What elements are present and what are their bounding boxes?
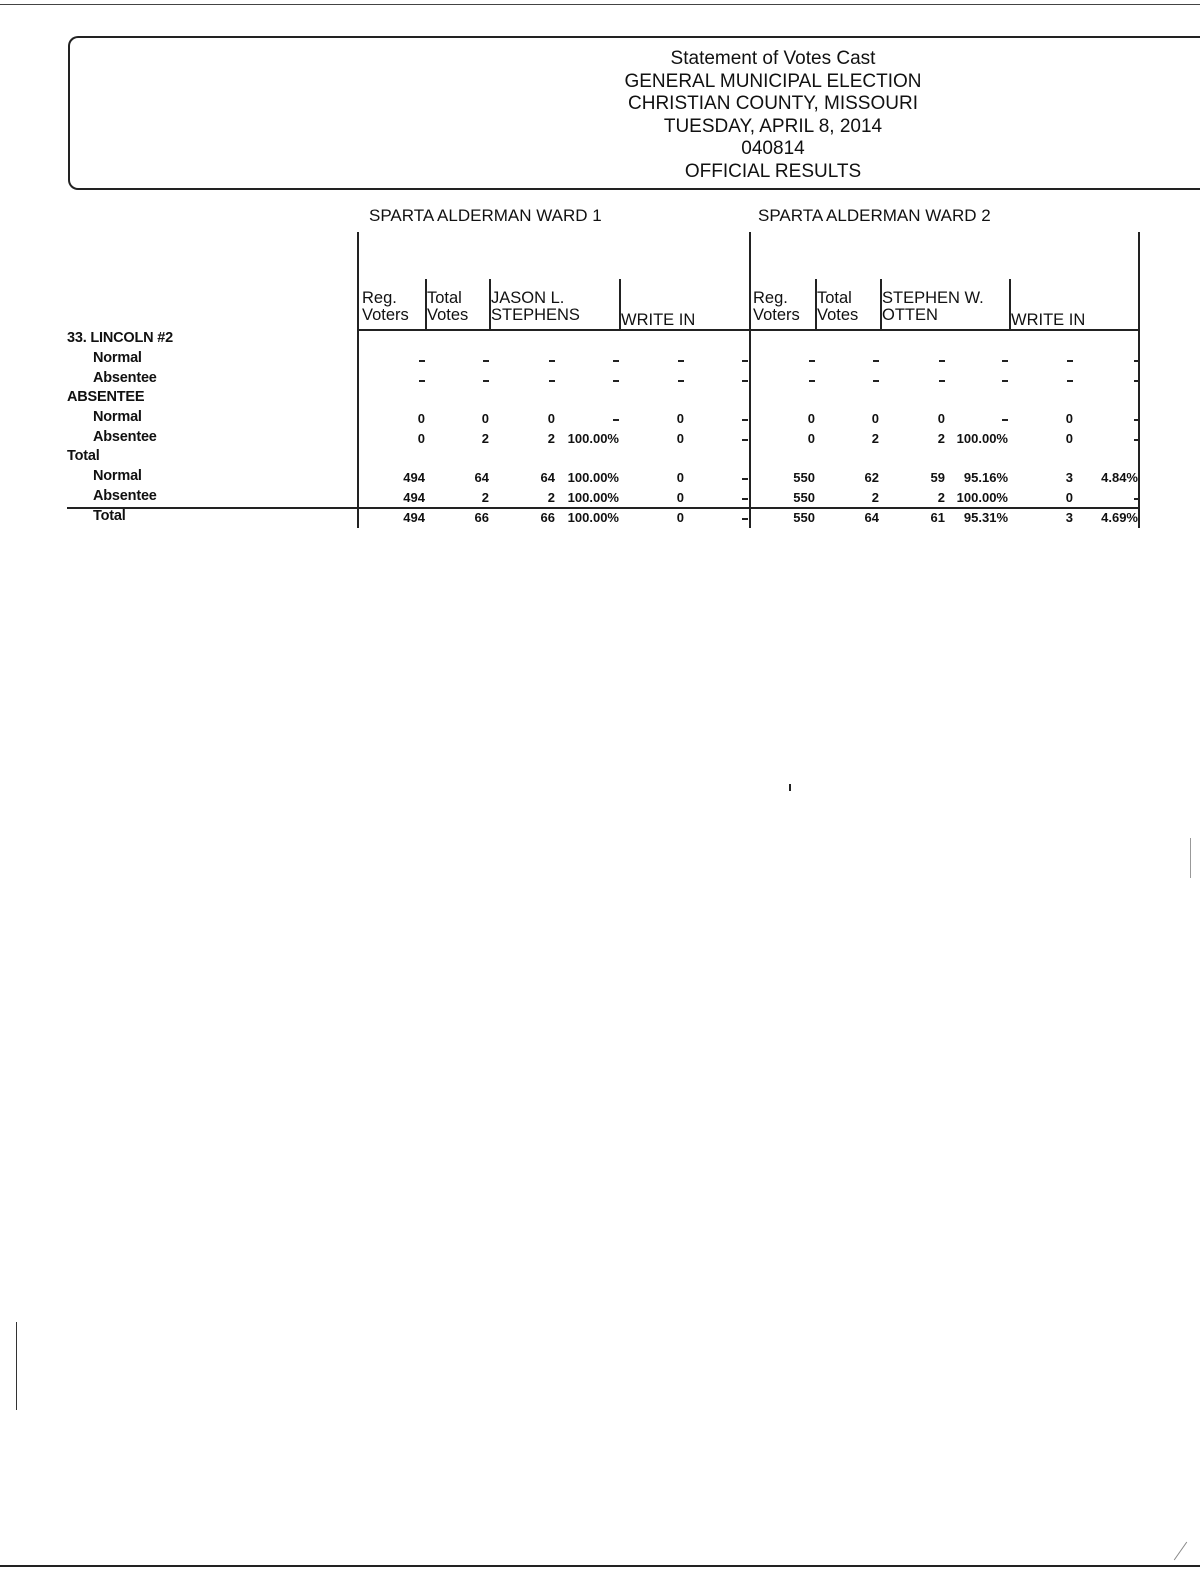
table-cell: 494	[403, 510, 425, 525]
end-dash	[742, 478, 748, 480]
column-header: Total Votes	[427, 289, 469, 324]
row-label: Normal	[93, 468, 142, 484]
cell-dash	[1002, 419, 1008, 421]
table-cell: 0	[676, 431, 684, 446]
table-cell: 494	[403, 470, 425, 485]
column-header: WRITE IN	[1011, 311, 1086, 329]
cell-dash	[939, 380, 945, 382]
column-header: Total Votes	[817, 289, 859, 324]
table-cell: 62	[864, 470, 879, 485]
cell-dash	[419, 360, 425, 362]
table-cell: 0	[417, 431, 425, 446]
table-cell: 0	[547, 411, 555, 426]
table-cell: 4.69%	[1101, 510, 1138, 525]
table-cell: 2	[547, 490, 555, 505]
cell-dash	[678, 380, 684, 382]
row-label: Total	[93, 508, 126, 524]
table-cell: 64	[864, 510, 879, 525]
race-separator	[357, 232, 359, 528]
table-cell: 0	[676, 411, 684, 426]
scan-bottom-edge	[0, 1565, 1200, 1567]
table-cell: 100.00%	[567, 510, 619, 525]
cell-dash	[809, 380, 815, 382]
table-cell: 4.84%	[1101, 470, 1138, 485]
table-cell: 64	[540, 470, 555, 485]
table-cell: 100.00%	[567, 431, 619, 446]
header-line-election: GENERAL MUNICIPAL ELECTION	[624, 70, 922, 92]
table-cell: 100.00%	[956, 490, 1008, 505]
table-cell: 0	[807, 431, 815, 446]
table-cell: 66	[474, 510, 489, 525]
header-line-date: TUESDAY, APRIL 8, 2014	[663, 115, 883, 137]
end-dash	[1134, 360, 1140, 362]
table-cell: 100.00%	[567, 470, 619, 485]
table-cell: 0	[676, 490, 684, 505]
row-group-label: Total	[67, 448, 100, 464]
cell-dash	[613, 360, 619, 362]
end-dash	[742, 439, 748, 441]
column-header: WRITE IN	[621, 311, 696, 329]
table-cell: 100.00%	[567, 490, 619, 505]
table-cell: 0	[1065, 411, 1073, 426]
cell-dash	[1002, 360, 1008, 362]
table-cell: 2	[481, 431, 489, 446]
table-cell: 0	[481, 411, 489, 426]
table-cell: 2	[937, 431, 945, 446]
table-cell: 0	[676, 510, 684, 525]
scan-speck	[789, 784, 791, 791]
cell-dash	[483, 360, 489, 362]
cell-dash	[483, 380, 489, 382]
end-dash	[1134, 439, 1140, 441]
header-line-status: OFFICIAL RESULTS	[684, 160, 862, 182]
race-title-ward-1: SPARTA ALDERMAN WARD 1	[369, 206, 602, 225]
table-cell: 2	[481, 490, 489, 505]
cell-dash	[1067, 360, 1073, 362]
table-cell: 2	[937, 490, 945, 505]
scan-margin-mark	[16, 1322, 17, 1410]
table-cell: 59	[930, 470, 945, 485]
table-cell: 100.00%	[956, 431, 1008, 446]
row-label: Absentee	[93, 429, 157, 445]
table-cell: 61	[930, 510, 945, 525]
header-line-title: Statement of Votes Cast	[670, 48, 876, 69]
total-rule	[67, 507, 1140, 509]
end-dash	[1134, 419, 1140, 421]
report-header	[573, 48, 973, 184]
cell-dash	[419, 380, 425, 382]
end-dash	[742, 419, 748, 421]
cell-dash	[549, 380, 555, 382]
row-group-label: ABSENTEE	[67, 389, 145, 405]
table-cell: 95.31%	[963, 510, 1008, 525]
row-label: Normal	[93, 350, 142, 366]
scan-corner-mark	[1174, 1542, 1187, 1561]
cell-dash	[678, 360, 684, 362]
end-dash	[742, 518, 748, 520]
table-cell: 64	[474, 470, 489, 485]
table-cell: 0	[807, 411, 815, 426]
column-header: Reg. Voters	[362, 289, 409, 324]
table-cell: 550	[793, 510, 815, 525]
table-cell: 0	[676, 470, 684, 485]
table-cell: 0	[1065, 490, 1073, 505]
cell-dash	[809, 360, 815, 362]
end-dash	[742, 360, 748, 362]
table-cell: 0	[937, 411, 945, 426]
cell-dash	[939, 360, 945, 362]
end-dash	[742, 380, 748, 382]
column-header: JASON L. STEPHENS	[491, 289, 580, 324]
table-cell: 0	[1065, 431, 1073, 446]
scan-edge-mark	[1190, 838, 1191, 878]
table-cell: 550	[793, 470, 815, 485]
table-cell: 2	[871, 490, 879, 505]
table-cell: 66	[540, 510, 555, 525]
table-cell: 550	[793, 490, 815, 505]
row-label: Absentee	[93, 488, 157, 504]
table-cell: 95.16%	[963, 470, 1008, 485]
end-dash	[1134, 380, 1140, 382]
row-label: Normal	[93, 409, 142, 425]
end-dash	[742, 498, 748, 500]
column-header: STEPHEN W. OTTEN	[882, 289, 984, 324]
row-label: Absentee	[93, 370, 157, 386]
column-header: Reg. Voters	[753, 289, 800, 324]
race-separator	[749, 232, 751, 528]
table-cell: 3	[1065, 510, 1073, 525]
race-title-ward-2: SPARTA ALDERMAN WARD 2	[758, 206, 991, 225]
table-cell: 3	[1065, 470, 1073, 485]
cell-dash	[1002, 380, 1008, 382]
table-cell: 2	[871, 431, 879, 446]
cell-dash	[613, 380, 619, 382]
cell-dash	[873, 360, 879, 362]
header-rule	[357, 329, 1140, 331]
header-line-code: 040814	[741, 138, 805, 160]
table-cell: 2	[547, 431, 555, 446]
table-cell: 494	[403, 490, 425, 505]
cell-dash	[1067, 380, 1073, 382]
cell-dash	[613, 419, 619, 421]
table-cell: 0	[417, 411, 425, 426]
cell-dash	[873, 380, 879, 382]
scan-top-edge	[0, 4, 1200, 5]
cell-dash	[549, 360, 555, 362]
header-line-county: CHRISTIAN COUNTY, MISSOURI	[628, 93, 918, 115]
end-dash	[1134, 498, 1140, 500]
table-cell: 0	[871, 411, 879, 426]
row-group-label: 33. LINCOLN #2	[67, 330, 173, 346]
